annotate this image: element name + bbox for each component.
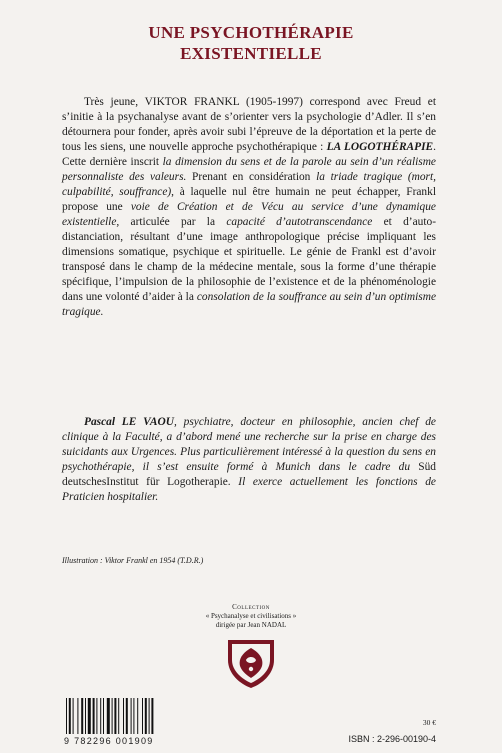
harmattan-emblem-icon — [222, 634, 280, 690]
paragraph2-run: Il exerce actuellement les fonctions de Praticien hospitalier. — [62, 476, 436, 503]
paragraph1-run: la dimension du sens et de la parole au sein d’un réalisme personnaliste des valeurs. — [62, 156, 436, 183]
book-title — [0, 22, 502, 64]
barcode-bar — [145, 698, 147, 734]
barcode-bar — [93, 698, 95, 734]
paragraph1-run: articulée par la — [119, 216, 227, 228]
summary-paragraph — [62, 95, 436, 320]
collection-director: dirigée par Jean NADAL — [215, 621, 287, 629]
barcode-bar — [107, 698, 110, 734]
barcode-bar — [151, 698, 153, 734]
barcode-bar — [149, 698, 150, 734]
isbn: ISBN : 2-296-00190-4 — [348, 734, 436, 744]
paragraph1-run: et d’auto-distanciation, résultant d’une image anthropologique précise impliquant les dimensions somatique, psychique et spirituelle. Le génie de Frankl est d’avoir transposé dans le champ de la médecine mentale, sous la forme d’une thérapie spécifique, l’impulsion de la philosophie de l’existence et de la phénoménologie dans une volonté d’aider à la — [62, 216, 436, 303]
price: 30 € — [422, 718, 436, 727]
barcode-bar — [69, 698, 71, 734]
paragraph1-run: capacité d’autotranscendance — [226, 216, 373, 228]
paragraph2-run: Süd deutschesInstitut für Logotherapie. — [62, 461, 436, 488]
author-bio-paragraph — [62, 415, 436, 505]
barcode-bar — [123, 698, 124, 734]
barcode-bar — [100, 698, 101, 734]
collection-info — [0, 603, 502, 630]
paragraph1-run: voie de Création et de Vécu au service d’une dynamique existentielle, — [62, 201, 436, 228]
barcode-bar — [126, 698, 128, 734]
paragraph1-run: la triade tragique (mort, culpabilité, souffrance) — [62, 171, 437, 198]
barcode-bar — [96, 698, 97, 734]
paragraph2-run: , psychiatre, docteur en philosophie, ancien chef de clinique à la Faculté, a d’abord mené une recherche sur la prise en charge des suicidants aux Urgences. Plus particulièrement intéressé à la question du sens en psychothérapie, il s’est ensuite formé à Munich dans le cadre du — [62, 416, 436, 473]
collection-label: Collection — [232, 603, 270, 611]
paragraph1-run: consolation de la souffrance au sein d’un optimisme tragique. — [62, 291, 436, 318]
barcode — [62, 698, 182, 736]
barcode-bar — [81, 698, 83, 734]
barcode-bar — [85, 698, 86, 734]
paragraph1-run: Prenant en considération — [186, 171, 317, 183]
barcode-bar — [77, 698, 78, 734]
paragraph2-run: Pascal LE VAOU — [84, 416, 174, 428]
barcode-bar — [114, 698, 116, 734]
barcode-bar — [112, 698, 113, 734]
barcode-bar — [88, 698, 91, 734]
barcode-bar — [66, 698, 67, 734]
collection-name: « Psychanalyse et civilisations » — [205, 612, 297, 620]
paragraph1-run: Très jeune, VIKTOR FRANKL (1905-1997) correspond avec Freud et s’initie à la psychanalyse avant de s’orienter vers la psychologie d’Adler. Il s’en détournera pour fonder, après avoir subi l’épreuve de la déportation et la perte de tous les siens, une nouvelle approche psychothérapique : — [62, 96, 436, 153]
paragraph1-run: . Cette dernière inscrit — [62, 141, 437, 168]
barcode-bar — [103, 698, 104, 734]
barcode-bar — [118, 698, 119, 734]
paragraph1-run: LA LOGOTHÉRAPIE — [326, 141, 434, 153]
title-line-2: EXISTENTIELLE — [180, 44, 322, 63]
barcode-number: 9 782296 001909 — [64, 736, 154, 746]
barcode-bar — [73, 698, 74, 734]
barcode-bar — [142, 698, 143, 734]
barcode-bar — [137, 698, 138, 734]
paragraph1-run: , à laquelle nul être humain ne peut échapper, Frankl propose une — [62, 186, 436, 213]
barcode-bar — [133, 698, 134, 734]
barcode-bar — [131, 698, 132, 734]
illustration-caption: Illustration : Viktor Frankl en 1954 (T.D.R.) — [62, 556, 204, 565]
title-line-1: UNE PSYCHOTHÉRAPIE — [148, 23, 354, 42]
